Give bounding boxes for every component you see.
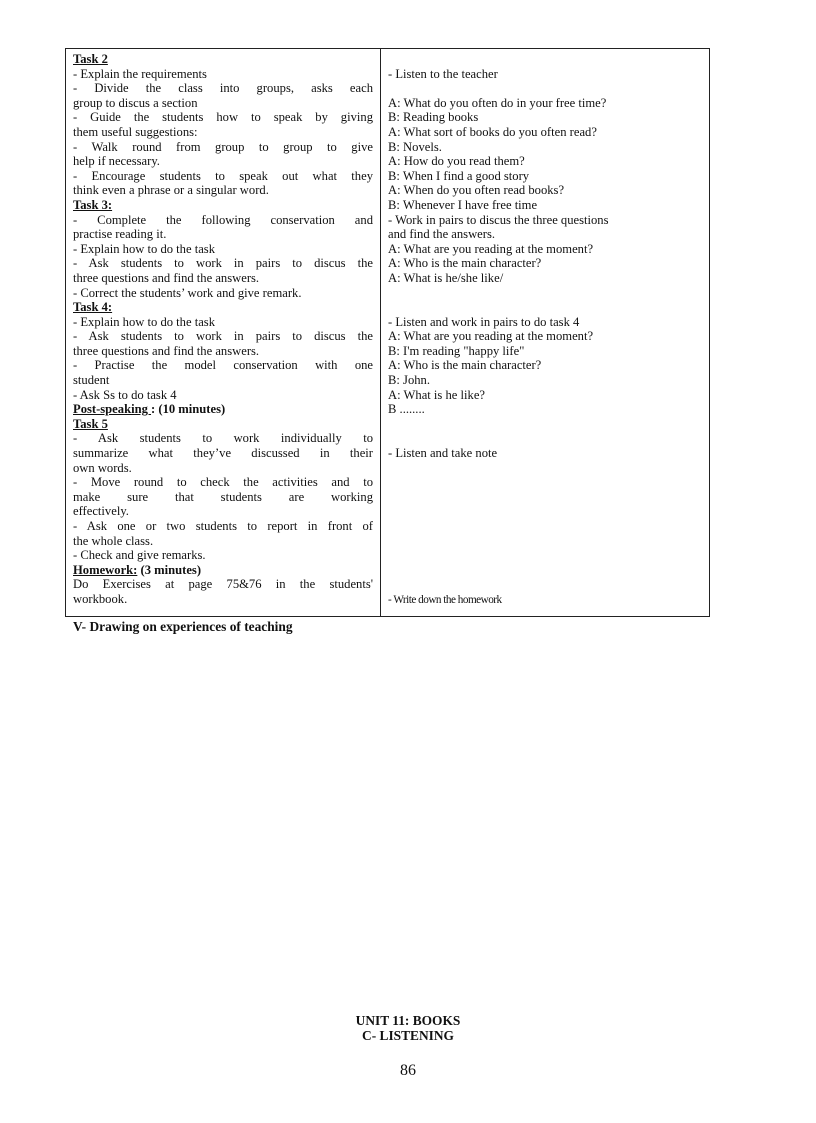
blank-line [388,490,703,505]
blank-line [388,577,703,592]
section-heading: V- Drawing on experiences of teaching [73,619,293,634]
text-line [73,504,373,519]
text-line-content: - Explain how to do the task [73,241,216,256]
text-line [73,140,373,155]
text-line [388,256,703,271]
text-line-content: make sure that students are working [73,489,373,504]
text-line [388,242,703,257]
task-heading-text: Task 2 [73,52,108,66]
text-line-content: B: Reading books [388,110,479,125]
text-line-content: A: What is he like? [388,387,485,402]
page-number: 86 [400,1062,416,1079]
text-line-content: A: When do you often read books? [388,183,565,198]
text-line-content: effectively. [73,504,129,519]
unit-title-line: UNIT 11: BOOKS [355,1013,461,1028]
text-line-content: - Write down the homework [388,593,502,606]
text-line [73,125,373,140]
blank-line [388,534,703,549]
text-line-content: - Correct the students’ work and give remark. [73,285,302,300]
task-heading-text: Post-speaking [73,402,152,417]
text-line [388,96,703,111]
text-line-content: - Explain how to do the task [73,314,216,329]
text-line [73,577,373,592]
text-line-content: three questions and find the answers. [73,343,260,358]
student-activities-column [381,49,709,616]
text-line [73,344,373,359]
text-line [73,388,373,403]
text-line [73,67,373,82]
text-line [73,490,373,505]
unit-title [0,1014,816,1043]
text-line [388,183,703,198]
text-line-content: own words. [73,460,132,475]
blank-line [388,519,703,534]
task-heading [73,300,373,315]
text-line [73,256,373,271]
text-line-content: A: What do you often do in your free time? [388,95,607,110]
task-heading [73,198,373,213]
blank-line [388,81,703,96]
task-heading-text: Task 4: [73,300,113,315]
text-line-content: the whole class. [73,533,154,548]
text-line [388,344,703,359]
text-line-content: - Work in pairs to discus the three questions [388,212,609,227]
text-line [388,227,703,242]
text-line-content: - Ask students to work in pairs to discus the [73,256,373,271]
text-line-content: B ........ [388,402,425,417]
text-line-content: them useful suggestions: [73,124,198,139]
text-line [388,358,703,373]
text-line [73,592,373,607]
text-line [73,154,373,169]
text-line [388,373,703,388]
text-line [73,315,373,330]
text-line-content: - Complete the following conservation and [73,212,373,227]
text-line [73,431,373,446]
text-line-content: A: How do you read them? [388,154,525,169]
task-heading [73,52,373,67]
text-line [73,446,373,461]
text-line-content: summarize what they’ve discussed in their [73,446,373,461]
text-line [388,388,703,403]
text-line-content: B: When I find a good story [388,168,530,183]
text-line [388,402,703,417]
text-line-content: A: Who is the main character? [388,256,542,271]
text-line-content: A: What sort of books do you often read? [388,124,597,139]
text-line [73,169,373,184]
text-line [73,329,373,344]
text-line [388,315,703,330]
text-line-content: - Divide the class into groups, asks each [73,81,373,96]
blank-line [388,286,703,301]
blank-line [388,548,703,563]
text-line-content: - Listen and take note [388,446,498,461]
text-line-content: A: What are you reading at the moment? [388,241,594,256]
text-line [73,475,373,490]
text-line-content: - Guide the students how to speak by giving [73,110,373,125]
blank-line [388,475,703,490]
text-line [388,446,703,461]
task-heading [73,417,373,432]
homework-note [388,592,703,607]
text-line [73,183,373,198]
text-line-content: - Listen to the teacher [388,66,498,81]
text-line [73,519,373,534]
text-line [73,110,373,125]
blank-line [388,431,703,446]
text-line-content: group to discus a section [73,95,198,110]
text-line [388,140,703,155]
task-heading-text: Task 3: [73,197,113,212]
text-line [73,358,373,373]
text-line [73,213,373,228]
text-line [388,198,703,213]
text-line [73,534,373,549]
text-line-content: - Ask students to work in pairs to discus the [73,329,373,344]
text-line-content: - Move round to check the activities and to [73,475,373,490]
text-line-content: B: Novels. [388,139,442,154]
text-line-content: - Listen and work in pairs to do task 4 [388,314,580,329]
text-line-content: workbook. [73,591,128,606]
task-heading-text: Homework: [73,562,138,577]
text-line [73,81,373,96]
task-heading-text: Task 5 [73,416,108,431]
blank-line [388,461,703,476]
text-line-content: A: Who is the main character? [388,358,542,373]
text-line-content: - Walk round from group to group to give [73,139,373,154]
text-line-content: - Practise the model conservation with one [73,358,373,373]
text-line-content: help if necessary. [73,154,160,169]
text-line-content: think even a phrase or a singular word. [73,183,269,198]
text-line [73,373,373,388]
blank-line [388,563,703,578]
text-line [388,125,703,140]
text-line [388,271,703,286]
text-line-content: B: I'm reading "happy life" [388,343,525,358]
text-line-content: B: John. [388,373,430,388]
task-heading [73,563,373,578]
text-line-content: - Encourage students to speak out what they [73,168,373,183]
task-heading-duration: (3 minutes) [137,562,202,577]
text-line-content: - Ask one or two students to report in front of [73,519,373,533]
text-line-content: three questions and find the answers. [73,270,260,285]
text-line [73,548,373,563]
unit-subtitle-line: C- LISTENING [362,1027,454,1043]
text-line [73,227,373,242]
text-line-content: Do Exercises at page 75&76 in the students' [73,577,373,592]
blank-line [388,52,703,67]
blank-line [388,417,703,432]
text-line-content: - Ask Ss to do task 4 [73,387,177,402]
text-line-content: A: What are you reading at the moment? [388,329,594,344]
text-line [388,329,703,344]
text-line [388,213,703,228]
teacher-activities-column [66,49,381,616]
text-line-content: - Ask students to work individually to [73,431,373,446]
task-heading [73,402,373,417]
text-line-content: - Check and give remarks. [73,548,206,563]
text-line [388,154,703,169]
text-line-content: B: Whenever I have free time [388,197,538,212]
text-line [73,242,373,257]
text-line [388,169,703,184]
lesson-table [65,48,710,617]
text-line [73,271,373,286]
text-line [73,461,373,476]
text-line [388,110,703,125]
text-line-content: and find the answers. [388,227,496,242]
blank-line [388,300,703,315]
text-line [73,96,373,111]
blank-line [388,504,703,519]
text-line-content: - Explain the requirements [73,66,207,81]
text-line [388,67,703,82]
text-line-content: practise reading it. [73,227,167,242]
text-line [73,286,373,301]
text-line-content: student [73,373,110,388]
text-line-content: A: What is he/she like/ [388,270,504,285]
task-heading-duration: : (10 minutes) [151,402,226,417]
